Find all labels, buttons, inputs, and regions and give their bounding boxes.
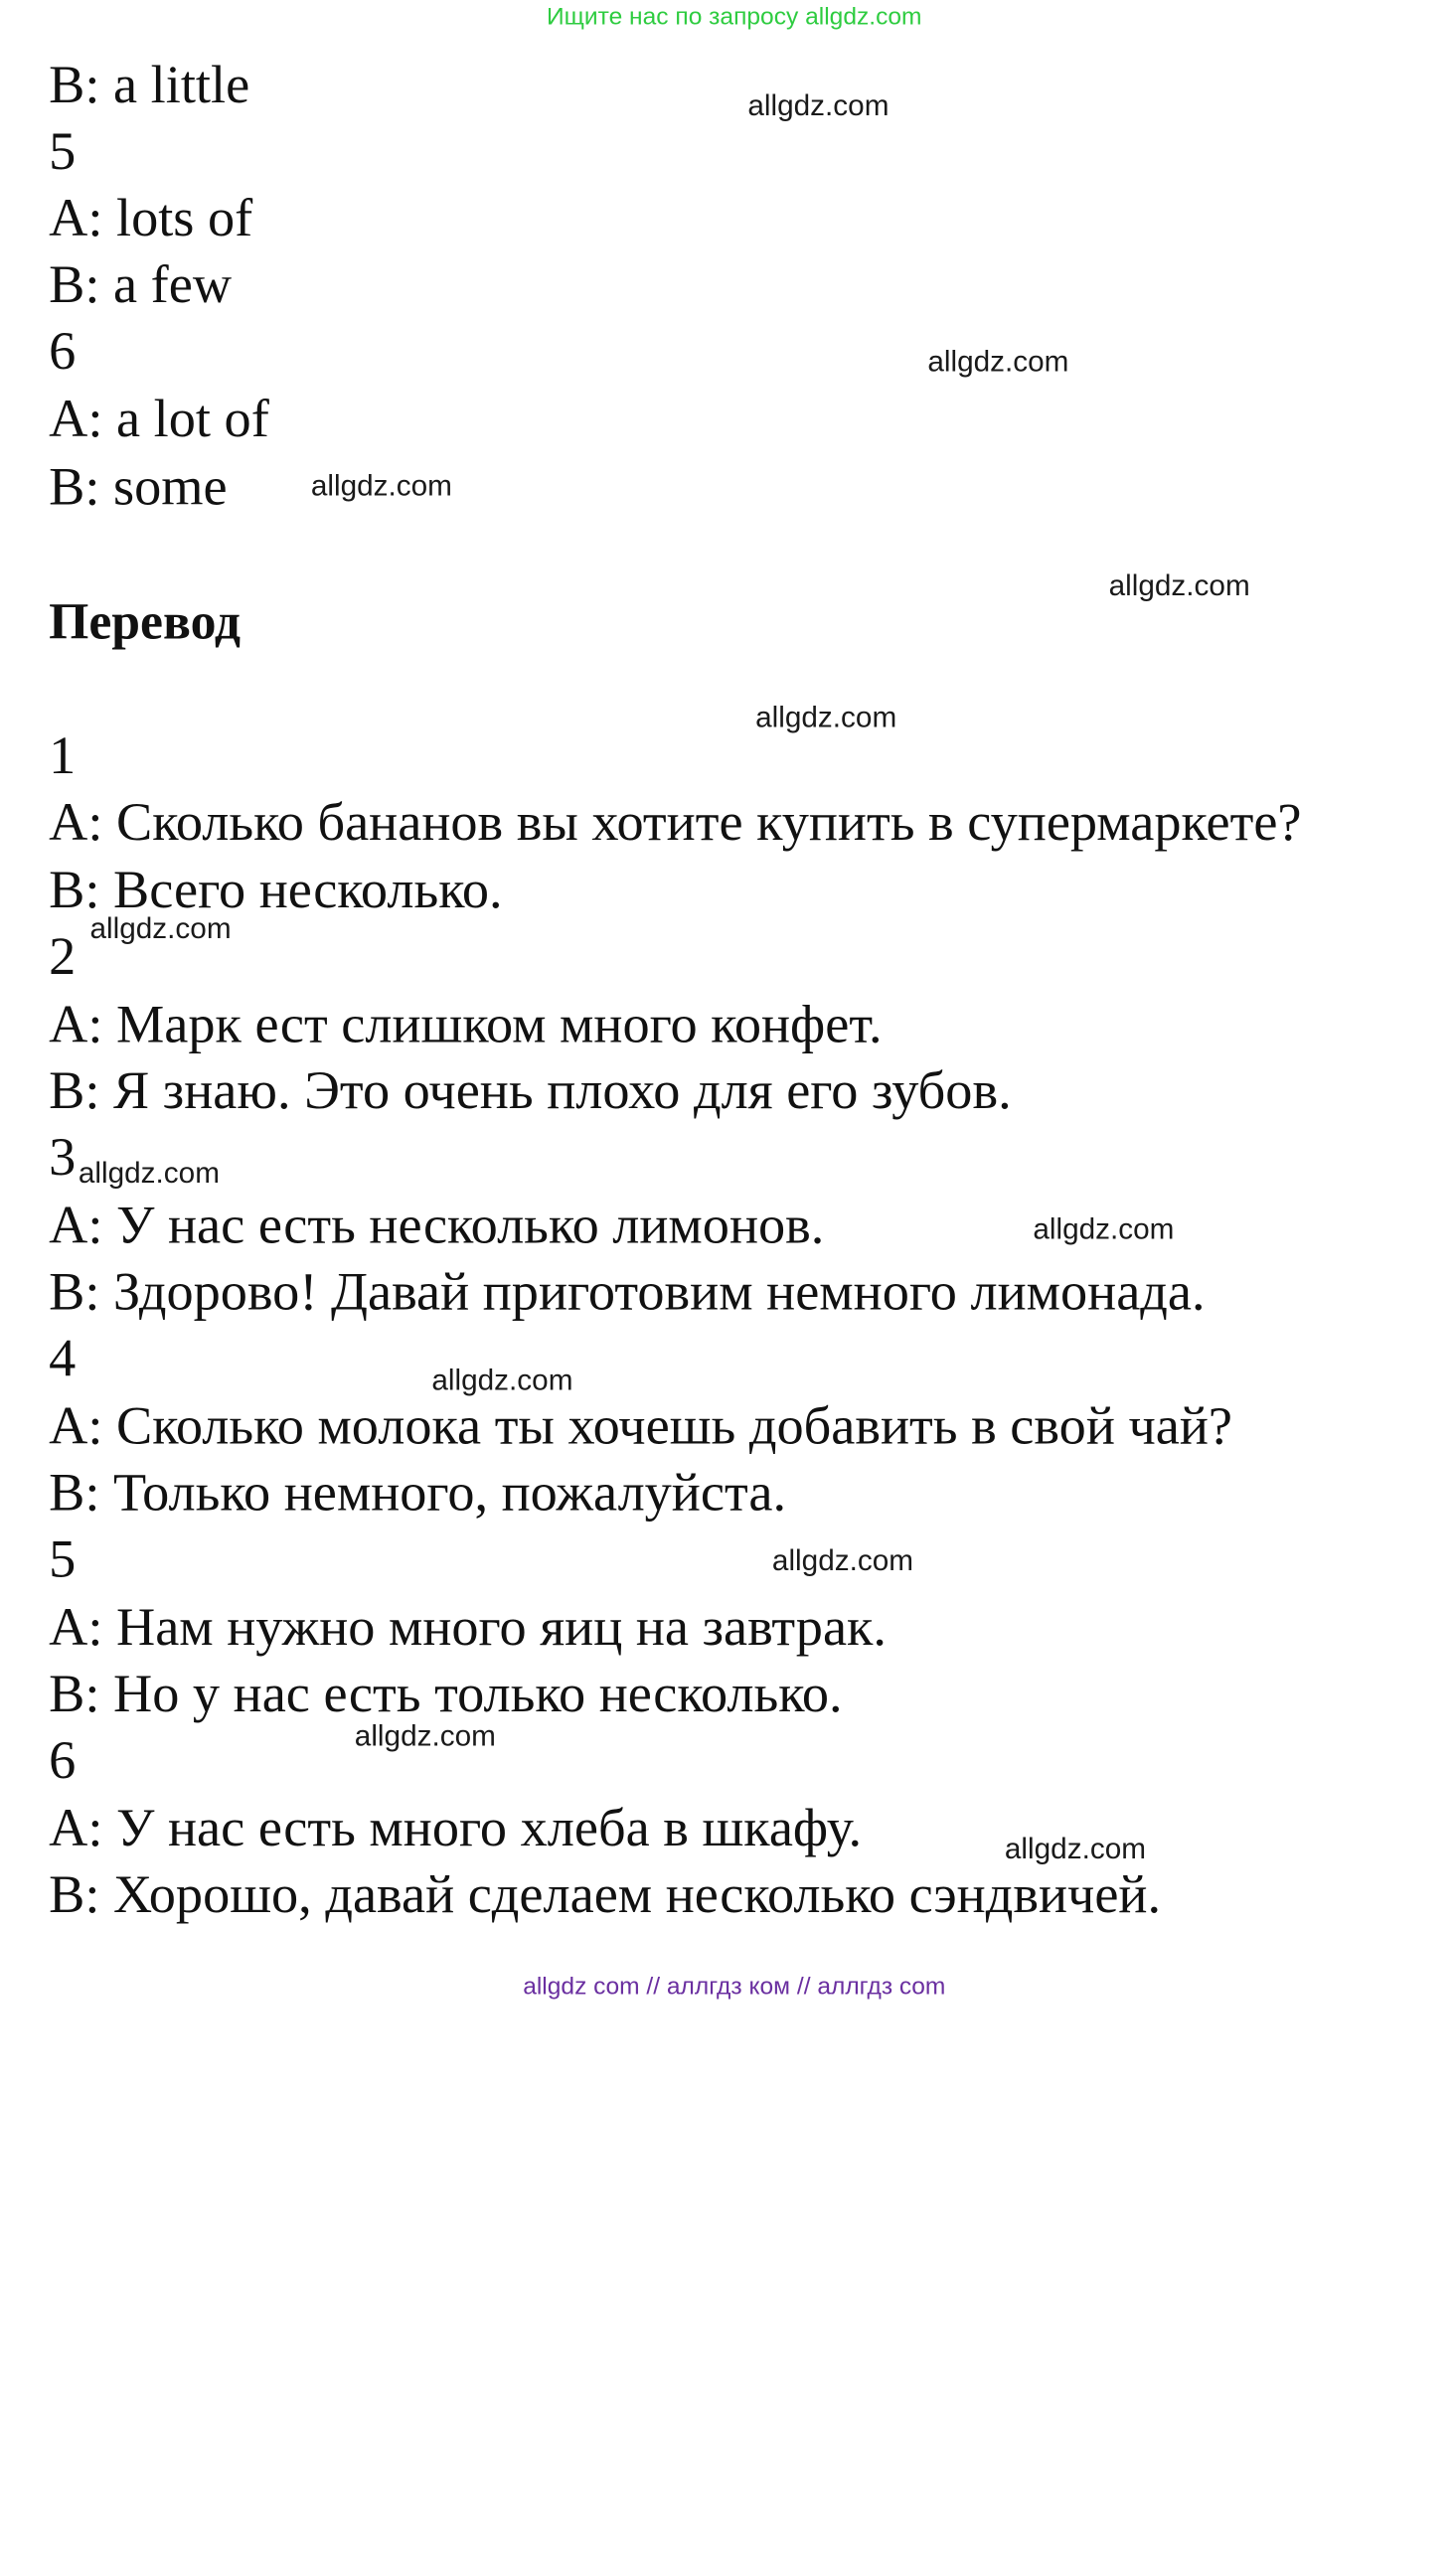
translation-line-b: B: Всего несколько. xyxy=(49,861,503,920)
translation-number: 4 xyxy=(49,1330,77,1389)
watermark: allgdz.com xyxy=(1004,1831,1147,1865)
translation-line-a: A: У нас есть несколько лимонов. xyxy=(49,1197,825,1256)
watermark: allgdz.com xyxy=(431,1363,573,1396)
translation-line-a: A: Сколько молока ты хочешь добавить в свой чай? xyxy=(49,1397,1233,1457)
watermark: allgdz.com xyxy=(747,87,890,122)
translation-line-a: A: Сколько бананов вы хотите купить в супермаркете? xyxy=(49,793,1302,853)
translation-number: 1 xyxy=(49,726,77,786)
translation-number: 5 xyxy=(49,1530,77,1590)
answer-line-b6: B: some xyxy=(49,458,228,518)
answer-line-b5: B: a few xyxy=(49,255,233,315)
translation-line-b: B: Хорошо, давай сделаем несколько сэндвичей. xyxy=(49,1865,1162,1925)
watermark: allgdz.com xyxy=(78,1155,220,1190)
translation-line-b: B: Но у нас есть только несколько. xyxy=(49,1665,843,1724)
translation-heading: Перевод xyxy=(49,592,242,651)
translation-line-b: B: Здорово! Давай приготовим немного лимонада. xyxy=(49,1263,1206,1323)
translation-line-a: A: Нам нужно много яиц на завтрак. xyxy=(49,1598,888,1658)
watermark: allgdz.com xyxy=(1033,1211,1175,1246)
watermark: allgdz.com xyxy=(354,1718,496,1752)
answer-line-a5: A: lots of xyxy=(49,189,253,248)
translation-number: 6 xyxy=(49,1731,77,1791)
watermark: allgdz.com xyxy=(755,700,897,733)
answer-line-b4: B: a little xyxy=(49,56,250,115)
answer-number-6: 6 xyxy=(49,322,77,382)
footer-links: allgdz com // аллгдз ком // аллгдз com xyxy=(523,1973,946,2001)
translation-line-b: B: Я знаю. Это очень плохо для его зубов. xyxy=(49,1061,1012,1122)
watermark: allgdz.com xyxy=(310,468,452,502)
watermark: allgdz.com xyxy=(1108,567,1250,602)
translation-line-a: A: Марк ест слишком много конфет. xyxy=(49,995,883,1055)
top-banner: Ищите нас по запросу allgdz.com xyxy=(547,3,922,31)
watermark: allgdz.com xyxy=(89,910,232,945)
watermark: allgdz.com xyxy=(771,1543,914,1577)
answer-number-5: 5 xyxy=(49,122,77,182)
answer-line-a6: A: a lot of xyxy=(49,390,269,450)
translation-line-a: A: У нас есть много хлеба в шкафу. xyxy=(49,1799,863,1858)
translation-line-b: B: Только немного, пожалуйста. xyxy=(49,1464,787,1524)
translation-number: 2 xyxy=(49,927,77,987)
watermark: allgdz.com xyxy=(927,344,1069,378)
translation-number: 3 xyxy=(49,1128,77,1189)
